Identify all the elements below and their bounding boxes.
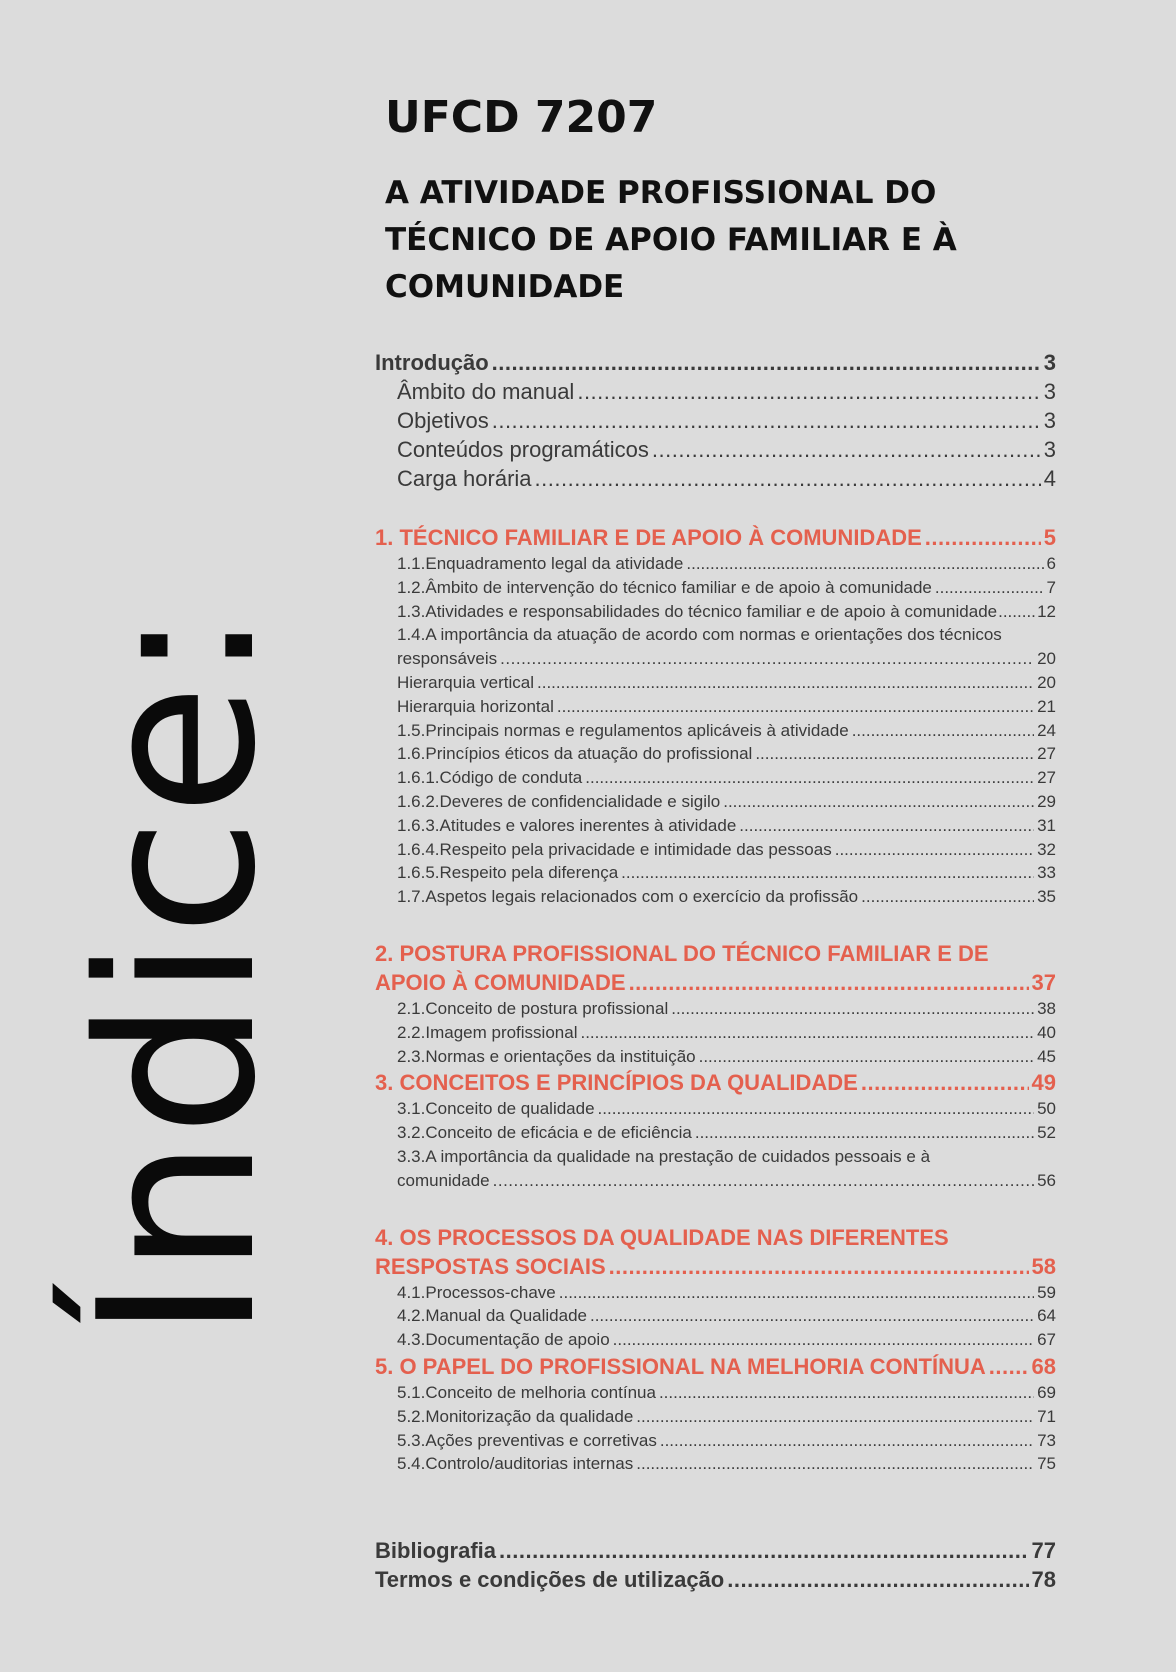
toc-chapter-1[interactable] (375, 523, 1056, 552)
toc-entry[interactable] (375, 600, 1056, 624)
toc-leader-dots (636, 1452, 1034, 1476)
toc-leader-dots (636, 1405, 1034, 1429)
toc-page-number: 71 (1037, 1406, 1056, 1426)
toc-entry[interactable] (375, 814, 1056, 838)
toc-leader-dots (585, 766, 1034, 790)
toc-entry-title: 4.3.Documentação de apoio (397, 1330, 610, 1350)
toc-entry-title: 1.3.Atividades e responsabilidades do técnico familiar e de apoio à comunidade (397, 601, 998, 621)
document-title-line: COMUNIDADE (385, 269, 625, 305)
toc-page-number: 29 (1037, 791, 1056, 811)
toc-page-number: 31 (1037, 815, 1056, 835)
toc-chapter-5[interactable] (375, 1352, 1056, 1381)
toc-leader-dots (861, 1068, 1029, 1097)
toc-entry-title: 1.6.1.Código de conduta (397, 768, 583, 788)
toc-entry[interactable] (375, 1097, 1056, 1121)
toc-leader-dots (577, 377, 1040, 406)
toc-page-number: 75 (1037, 1454, 1056, 1474)
toc-entry-title: Termos e condições de utilização (375, 1567, 725, 1593)
toc-entry[interactable] (375, 1021, 1056, 1045)
toc-leader-dots (493, 1169, 1034, 1193)
toc-entry[interactable] (375, 719, 1056, 743)
toc-leader-dots (835, 838, 1034, 862)
toc-leader-dots (590, 1304, 1034, 1328)
toc-page-number: 77 (1031, 1538, 1056, 1564)
toc-entry-bibliography[interactable] (375, 1536, 1056, 1565)
toc-entry-title: 5.2.Monitorização da qualidade (397, 1406, 634, 1426)
toc-entry-title: 3.3.A importância da qualidade na prestação de cuidados pessoais e à (397, 1146, 931, 1166)
toc-entry[interactable] (375, 1429, 1056, 1453)
toc-entry[interactable] (375, 1381, 1056, 1405)
toc-page-number: 73 (1037, 1430, 1056, 1450)
toc-leader-dots (852, 719, 1034, 743)
toc-entry-title: 1.4.A importância da atuação de acordo com normas e orientações dos técnicos (397, 625, 1002, 645)
toc-leader-dots (492, 406, 1041, 435)
toc-leader-dots (660, 1429, 1034, 1453)
toc-leader-dots (499, 1536, 1029, 1565)
toc-chapter-title: 1. TÉCNICO FAMILIAR E DE APOIO À COMUNIDADE (375, 525, 922, 550)
document-title-line: TÉCNICO DE APOIO FAMILIAR E À (385, 222, 957, 258)
toc-entry[interactable] (375, 1121, 1056, 1145)
toc-leader-dots (925, 523, 1041, 552)
toc-page-number: 5 (1043, 525, 1056, 550)
toc-leader-dots (699, 1045, 1034, 1069)
toc-entry-title: 1.2.Âmbito de intervenção do técnico familiar e de apoio à comunidade (397, 577, 932, 597)
toc-chapter-title: 5. O PAPEL DO PROFISSIONAL NA MELHORIA CONTÍNUA (375, 1353, 986, 1379)
toc-entry-title: 3.2.Conceito de eficácia e de eficiência (397, 1123, 692, 1143)
toc-entry[interactable] (375, 766, 1056, 790)
toc-page-number: 56 (1037, 1170, 1056, 1190)
toc-entry-title: 4.2.Manual da Qualidade (397, 1306, 587, 1326)
toc-entry-title: 1.6.2.Deveres de confidencialidade e sigilo (397, 791, 721, 811)
toc-chapter-title: 2. POSTURA PROFISSIONAL DO TÉCNICO FAMILIAR E DE (375, 940, 989, 966)
toc-page-number: 3 (1043, 350, 1056, 375)
toc-leader-dots (652, 435, 1041, 464)
toc-chapter-3[interactable] (375, 1068, 1056, 1097)
toc-entry-wrapped[interactable] (375, 1145, 1056, 1193)
toc-chapter-title-continued: APOIO À COMUNIDADE (375, 969, 626, 995)
toc-chapter-title-continued: RESPOSTAS SOCIAIS (375, 1253, 606, 1279)
toc-page-number: 4 (1043, 466, 1056, 491)
toc-leader-dots (671, 997, 1034, 1021)
toc-leader-dots (998, 600, 1036, 624)
toc-leader-dots (723, 790, 1034, 814)
toc-entry-title: 2.3.Normas e orientações da instituição (397, 1046, 696, 1066)
toc-page-number: 32 (1037, 839, 1056, 859)
toc-leader-dots (535, 464, 1041, 493)
side-title-indice: Índice: (52, 607, 303, 1340)
toc-entry[interactable] (375, 552, 1056, 576)
toc-entry-title: 1.6.3.Atitudes e valores inerentes à atividade (397, 815, 737, 835)
toc-leader-dots (500, 647, 1034, 671)
toc-page-number: 27 (1037, 768, 1056, 788)
toc-entry-title: 1.5.Principais normas e regulamentos aplicáveis à atividade (397, 720, 849, 740)
toc-page-number: 69 (1037, 1382, 1056, 1402)
toc-entry[interactable] (375, 742, 1056, 766)
toc-entry-title: 1.1.Enquadramento legal da atividade (397, 554, 684, 573)
toc-entry[interactable] (375, 1045, 1056, 1069)
toc-page-number: 49 (1031, 1070, 1056, 1096)
toc-leader-dots (559, 1281, 1034, 1305)
toc-page-number: 64 (1037, 1306, 1056, 1326)
toc-entry[interactable] (375, 695, 1056, 719)
table-of-contents (375, 348, 1056, 1594)
toc-page-number: 27 (1037, 744, 1056, 764)
toc-entry-title: 1.7.Aspetos legais relacionados com o exercício da profissão (397, 887, 859, 907)
toc-entry[interactable] (375, 885, 1056, 909)
toc-page-number: 68 (1031, 1353, 1056, 1379)
toc-entry-title: Objetivos (397, 408, 489, 433)
toc-page-number: 78 (1031, 1567, 1056, 1593)
toc-page-number: 45 (1037, 1046, 1056, 1066)
toc-leader-dots (580, 1021, 1034, 1045)
toc-entry-intro[interactable] (375, 348, 1056, 377)
toc-page-number: 20 (1037, 672, 1056, 692)
toc-entry-title: 2.2.Imagem profissional (397, 1022, 578, 1042)
toc-entry[interactable] (375, 406, 1056, 435)
toc-leader-dots (598, 1097, 1035, 1121)
toc-leader-dots (609, 1252, 1029, 1281)
toc-page-number: 3 (1043, 437, 1056, 462)
toc-leader-dots (695, 1121, 1034, 1145)
toc-entry[interactable] (375, 1304, 1056, 1328)
toc-page-number: 21 (1037, 696, 1056, 716)
toc-entry[interactable] (375, 997, 1056, 1021)
toc-page-number: 58 (1031, 1253, 1056, 1279)
toc-page-number: 40 (1037, 1022, 1056, 1042)
toc-entry-wrapped[interactable] (375, 623, 1056, 671)
toc-entry-title: 1.6.4.Respeito pela privacidade e intimidade das pessoas (397, 839, 832, 859)
toc-page-number: 33 (1037, 863, 1056, 883)
toc-entry-title-continued: comunidade (397, 1170, 490, 1190)
toc-entry-title: Âmbito do manual (397, 379, 575, 404)
toc-entry[interactable] (375, 671, 1056, 695)
toc-leader-dots (621, 861, 1034, 885)
toc-leader-dots (557, 695, 1034, 719)
toc-entry-title: 5.1.Conceito de melhoria contínua (397, 1382, 656, 1402)
toc-leader-dots (629, 968, 1029, 997)
toc-entry-title: 4.1.Processos-chave (397, 1282, 556, 1302)
toc-entry-title: Conteúdos programáticos (397, 437, 649, 462)
toc-entry[interactable] (375, 1452, 1056, 1476)
toc-entry-terms[interactable] (375, 1565, 1056, 1594)
toc-entry[interactable] (375, 790, 1056, 814)
toc-entry-title: Hierarquia horizontal (397, 696, 554, 716)
toc-leader-dots (659, 1381, 1034, 1405)
toc-leader-dots (686, 552, 1043, 576)
toc-page-number: 3 (1043, 408, 1056, 433)
toc-entry-title: 5.4.Controlo/auditorias internas (397, 1454, 634, 1474)
toc-page-number: 7 (1046, 577, 1056, 597)
toc-chapter-4[interactable] (375, 1223, 1056, 1281)
toc-entry-title: 3.1.Conceito de qualidade (397, 1099, 595, 1119)
toc-entry-title: Introdução (375, 350, 489, 375)
toc-entry[interactable] (375, 435, 1056, 464)
toc-page-number: 52 (1037, 1123, 1056, 1143)
toc-page-number: 20 (1037, 649, 1056, 669)
toc-entry[interactable] (375, 1405, 1056, 1429)
toc-page-number: 24 (1037, 720, 1056, 740)
document-title-line: A ATIVIDADE PROFISSIONAL DO (385, 175, 937, 211)
toc-leader-dots (861, 885, 1034, 909)
toc-entry-title: Bibliografia (375, 1538, 497, 1564)
toc-entry-title-continued: responsáveis (397, 649, 498, 669)
toc-page-number: 37 (1031, 969, 1056, 995)
toc-entry[interactable] (375, 576, 1056, 600)
toc-leader-dots (739, 814, 1034, 838)
toc-chapter-title: 4. OS PROCESSOS DA QUALIDADE NAS DIFERENTES (375, 1224, 949, 1250)
toc-entry[interactable] (375, 464, 1056, 493)
toc-page-number: 67 (1037, 1330, 1056, 1350)
toc-entry[interactable] (375, 377, 1056, 406)
toc-entry-title: Hierarquia vertical (397, 672, 534, 692)
toc-leader-dots (537, 671, 1034, 695)
toc-chapter-2[interactable] (375, 939, 1056, 997)
toc-entry-title: 5.3.Ações preventivas e corretivas (397, 1430, 657, 1450)
toc-page-number: 50 (1037, 1099, 1056, 1119)
toc-page-number: 12 (1037, 601, 1056, 621)
toc-leader-dots (989, 1352, 1029, 1381)
toc-entry-title: 2.1.Conceito de postura profissional (397, 998, 669, 1018)
toc-page-number: 59 (1037, 1282, 1056, 1302)
toc-entry-title: 1.6.5.Respeito pela diferença (397, 863, 619, 883)
toc-leader-dots (727, 1565, 1028, 1594)
toc-entry[interactable] (375, 838, 1056, 862)
toc-entry-title: Carga horária (397, 466, 532, 491)
toc-page-number: 3 (1043, 379, 1056, 404)
toc-leader-dots (935, 576, 1044, 600)
document-title (385, 170, 985, 311)
toc-leader-dots (755, 742, 1034, 766)
toc-page-number: 6 (1046, 554, 1056, 573)
toc-leader-dots (613, 1328, 1034, 1352)
toc-entry[interactable] (375, 1328, 1056, 1352)
toc-page-number: 38 (1037, 998, 1056, 1018)
toc-leader-dots (492, 348, 1041, 377)
toc-entry-title: 1.6.Princípios éticos da atuação do profissional (397, 744, 753, 764)
document-code: UFCD 7207 (385, 92, 658, 143)
toc-entry[interactable] (375, 1281, 1056, 1305)
toc-chapter-title: 3. CONCEITOS E PRINCÍPIOS DA QUALIDADE (375, 1070, 858, 1096)
toc-page-number: 35 (1037, 887, 1056, 907)
toc-entry[interactable] (375, 861, 1056, 885)
